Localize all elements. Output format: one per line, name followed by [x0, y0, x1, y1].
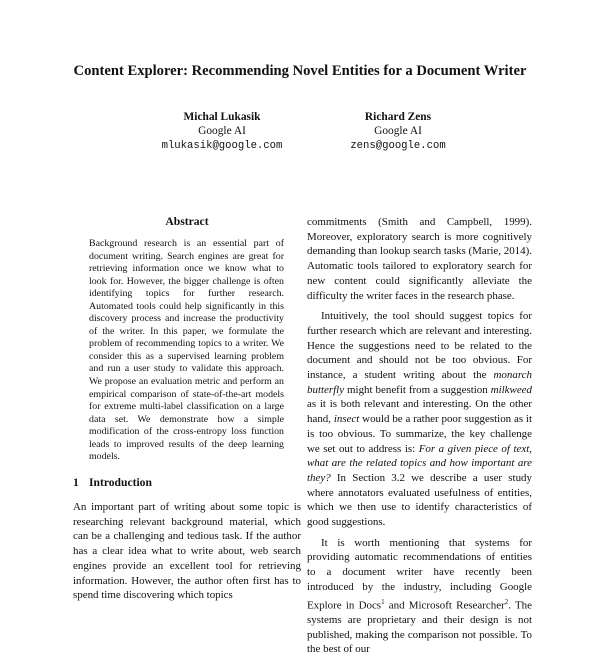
author-name: Michal Lukasik — [183, 111, 261, 123]
author-block-2 — [308, 110, 488, 153]
author-affiliation: Google AI — [374, 125, 422, 138]
italic-term: insect — [333, 413, 360, 426]
author-email: zens@google.com — [350, 139, 446, 152]
text-run: as it is both relevant and interesting. On the other hand, — [307, 398, 532, 426]
text-run: would be a rather poor suggestion as it is too obvious. To summarize, the key challenge we set out to address is: — [307, 413, 532, 455]
text-run: In Section 3.2 we describe a user study where annotators evaluated usefulness of entities, which we then use to identify characteristics of good suggestions. — [307, 471, 532, 529]
italic-term: monarch butterfly — [307, 369, 532, 396]
body-paragraph — [307, 309, 532, 530]
footnote-marker: 2 — [504, 597, 509, 606]
right-column — [307, 215, 532, 663]
intro-paragraph: An important part of writing about some topic is researching relevant background material, which can be a challenging and tedious task. If the author has a clear idea what to write about, web search engines provide an excellent tool for retrieving information. However, the author often first has to spend time discovering which topics — [73, 501, 301, 602]
author-block-1 — [132, 110, 312, 153]
author-name: Richard Zens — [364, 111, 432, 123]
text-run: might benefit from a suggestion — [344, 383, 491, 396]
abstract-heading: Abstract — [165, 215, 209, 228]
italic-term: milkweed — [490, 383, 532, 396]
abstract-text: Background research is an essential part of document writing. Search engines are great for retrieving information once we know what to look for. However, the bigger challenge is often identifying topics for further research. Automated tools could help significantly in this discovery process and increase the productivity of the writer. In this paper, we formulate the problem of recommending topics to a writer. We consider this as a supervised learning problem and run a user study to validate this approach. We propose an evaluation metric and perform an empirical comparison of state-of-the-art models for extreme multi-label classification on a large data set. We demonstrate how a simple modification of the cross-entropy loss function leads to improved results of the deep learning models. — [89, 238, 284, 463]
text-run: and Microsoft Researcher — [384, 599, 505, 612]
author-affiliation: Google AI — [198, 125, 246, 138]
text-run: It is worth mentioning that systems for providing automatic recommendations of entities to a document writer have recently been introduced by the industry, including Google Explore in Docs — [307, 536, 532, 612]
text-run: Intuitively, the tool should suggest topics for further research which are relevant and interesting. Hence the suggestions need to be related to the document and should not be too obvious. For instance, a student writing about the — [307, 310, 532, 382]
author-email: mlukasik@google.com — [161, 139, 283, 152]
body-paragraph: commitments (Smith and Campbell, 1999). Moreover, exploratory search is more cognitively demanding than lookup search tasks (Marie, 2014). Automatic tools tailored to exploratory search for new content could significantly alleviate the difficulty the writer faces in the research phase. — [307, 216, 532, 302]
text-run: . The systems are proprietary and their design is not published, making the comparison not possible. To the best of our — [307, 599, 532, 656]
italic-question: For a given piece of text, what are the related topics and how important are they? — [307, 442, 532, 484]
section-heading-introduction — [73, 476, 152, 490]
footnote-marker: 1 — [381, 597, 385, 606]
section-title: Introduction — [89, 476, 152, 489]
section-number: 1 — [73, 476, 79, 489]
paper-title: Content Explorer: Recommending Novel Entities for a Document Writer — [73, 63, 527, 79]
body-paragraph — [307, 536, 532, 657]
